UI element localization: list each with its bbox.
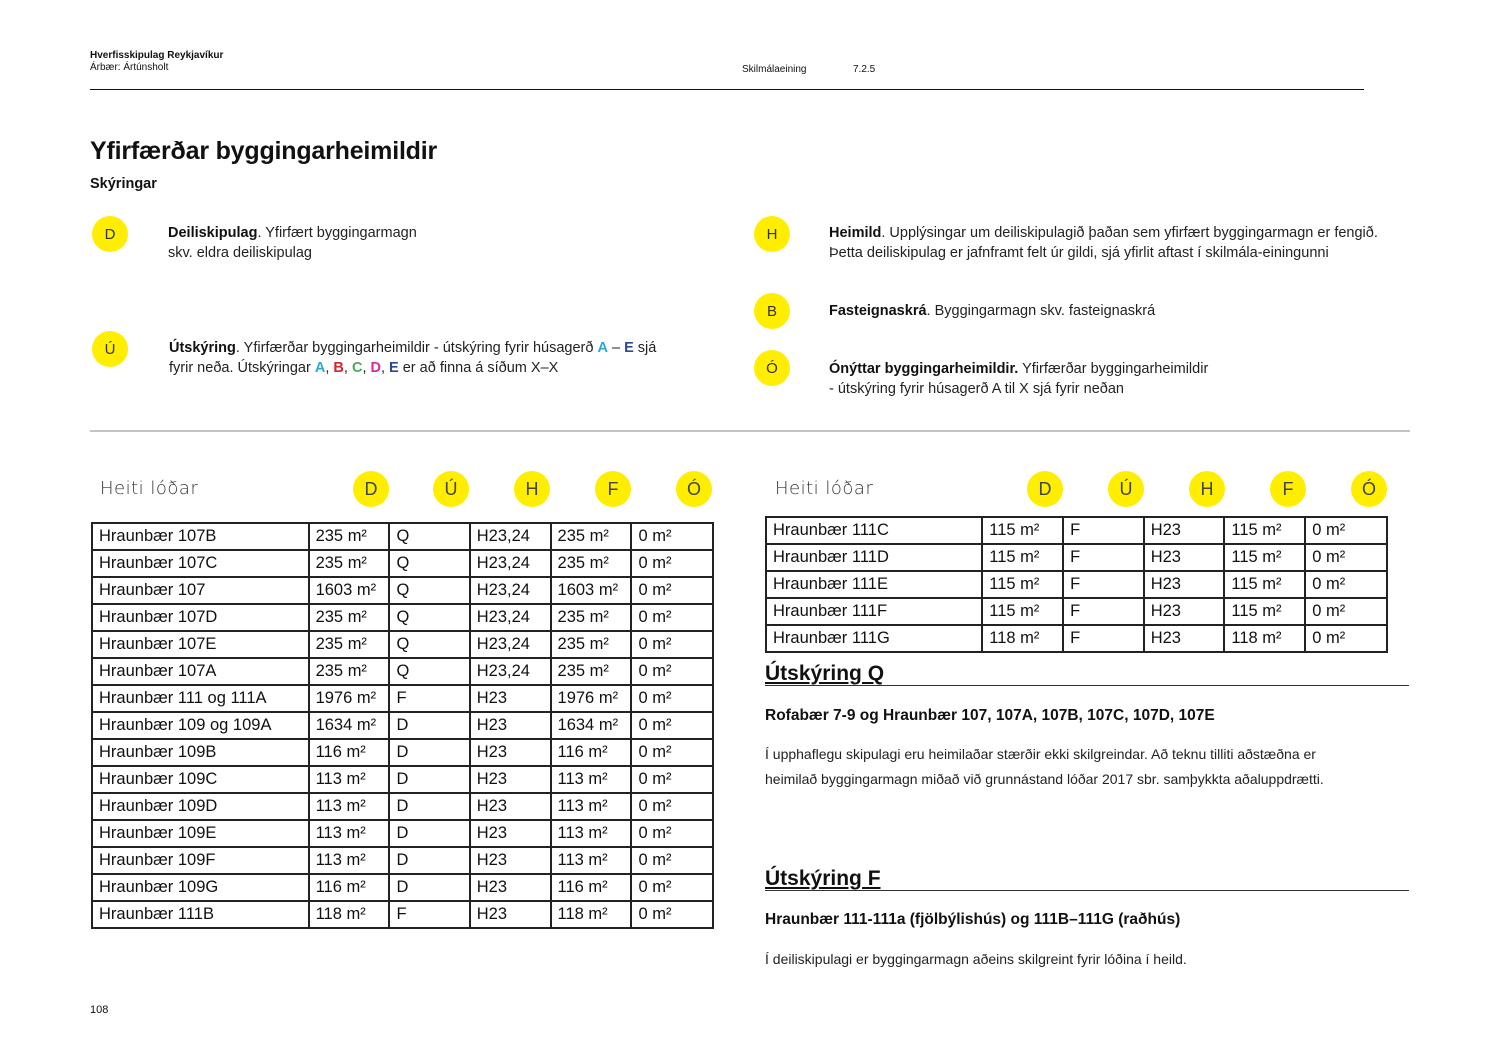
o-value-cell: 0 m² <box>631 523 713 550</box>
u-value-cell: F <box>389 901 469 928</box>
table-row <box>766 544 1387 571</box>
u-value-cell: Q <box>389 550 469 577</box>
type-d-label: D <box>370 359 381 376</box>
legend-desc: fyrir neða. Útskýringar <box>169 359 315 376</box>
f-value-cell: 115 m² <box>1224 598 1305 625</box>
column-header-lot-name: Heiti lóðar <box>775 478 874 499</box>
lot-table-left <box>91 522 714 929</box>
u-value-cell: D <box>389 712 469 739</box>
table-row <box>766 517 1387 544</box>
lot-name-cell: Hraunbær 111E <box>766 571 982 598</box>
o-value-cell: 0 m² <box>631 739 713 766</box>
type-c-label: C <box>351 359 363 376</box>
separator: , <box>343 359 352 376</box>
table-row <box>766 571 1387 598</box>
f-value-cell: 1976 m² <box>551 685 632 712</box>
type-a-label: A <box>597 340 608 356</box>
o-value-cell: 0 m² <box>631 550 713 577</box>
lot-name-cell: Hraunbær 109G <box>92 874 309 901</box>
section-divider <box>90 430 1410 432</box>
lot-name-cell: Hraunbær 111D <box>766 544 982 571</box>
o-value-cell: 0 m² <box>631 901 713 928</box>
column-header-lot-name: Heiti lóðar <box>100 478 199 499</box>
f-value-cell: 118 m² <box>551 901 632 928</box>
column-header-d: D <box>1027 471 1063 507</box>
section-label: Skilmálaeining <box>742 64 807 75</box>
u-value-cell: D <box>389 874 469 901</box>
u-value-cell: F <box>389 685 469 712</box>
u-value-cell: F <box>1063 625 1144 652</box>
h-value-cell: H23 <box>470 685 551 712</box>
d-value-cell: 113 m² <box>309 820 390 847</box>
legend-item-fasteignaskra <box>829 302 1399 322</box>
o-value-cell: 0 m² <box>631 685 713 712</box>
u-value-cell: F <box>1063 544 1144 571</box>
h-value-cell: H23,24 <box>470 550 551 577</box>
d-value-cell: 235 m² <box>309 550 390 577</box>
d-value-cell: 116 m² <box>309 874 390 901</box>
f-value-cell: 116 m² <box>551 739 632 766</box>
separator: , <box>380 359 390 376</box>
column-header-h: H <box>1189 471 1225 507</box>
h-value-cell: H23 <box>1144 598 1225 625</box>
u-value-cell: Q <box>389 658 469 685</box>
f-value-cell: 235 m² <box>551 550 632 577</box>
table-row <box>92 820 713 847</box>
o-value-cell: 0 m² <box>1305 517 1387 544</box>
h-value-cell: H23 <box>470 766 551 793</box>
o-value-cell: 0 m² <box>631 577 713 604</box>
d-value-cell: 235 m² <box>309 631 390 658</box>
h-value-cell: H23 <box>470 874 551 901</box>
h-value-cell: H23,24 <box>470 604 551 631</box>
lot-name-cell: Hraunbær 111C <box>766 517 982 544</box>
page-number: 108 <box>90 1004 109 1016</box>
f-value-cell: 118 m² <box>1224 625 1305 652</box>
o-value-cell: 0 m² <box>1305 544 1387 571</box>
table-row <box>92 793 713 820</box>
d-value-cell: 1603 m² <box>309 577 390 604</box>
o-value-cell: 0 m² <box>631 874 713 901</box>
table-row <box>92 874 713 901</box>
o-value-cell: 0 m² <box>631 712 713 739</box>
d-value-cell: 235 m² <box>309 658 390 685</box>
page-title: Yfirfærðar byggingarheimildir <box>90 137 438 165</box>
legend-item-onyttar <box>829 360 1399 399</box>
type-e-label: E <box>624 340 634 356</box>
legend-desc: - útskýring fyrir húsagerð A til X sjá fyrir neðan <box>829 380 1124 397</box>
d-value-cell: 115 m² <box>982 544 1063 571</box>
table-row <box>92 712 713 739</box>
lot-name-cell: Hraunbær 111F <box>766 598 982 625</box>
f-value-cell: 235 m² <box>551 523 632 550</box>
column-header-h: H <box>514 471 550 507</box>
column-header-o: Ó <box>676 471 712 507</box>
legend-desc: . Yfirfærðar byggingarheimildir - útskýring fyrir húsagerð <box>235 340 598 356</box>
o-value-cell: 0 m² <box>631 847 713 874</box>
d-value-cell: 235 m² <box>309 604 390 631</box>
section-number: 7.2.5 <box>853 64 876 75</box>
table-row <box>92 577 713 604</box>
d-value-cell: 113 m² <box>309 847 390 874</box>
f-value-cell: 1634 m² <box>551 712 632 739</box>
separator: – <box>607 340 625 356</box>
u-value-cell: D <box>389 793 469 820</box>
type-b-label: B <box>333 359 344 376</box>
f-value-cell: 116 m² <box>551 874 632 901</box>
d-value-cell: 1634 m² <box>309 712 390 739</box>
u-value-cell: F <box>1063 598 1144 625</box>
page-subtitle: Skýringar <box>90 176 157 192</box>
legend-marker-h: H <box>754 216 790 252</box>
h-value-cell: H23,24 <box>470 631 551 658</box>
lot-name-cell: Hraunbær 109F <box>92 847 309 874</box>
legend-item-heimild <box>829 224 1399 263</box>
u-value-cell: D <box>389 766 469 793</box>
h-value-cell: H23 <box>470 712 551 739</box>
legend-desc: . Upplýsingar um deiliskipulagið þaðan sem yfirfært byggingarmagn er fengið. Þetta deiliskipulag er jafnframt felt úr gildi, sjá yfirlit aftast í skilmála-einingunni <box>829 225 1378 261</box>
lot-name-cell: Hraunbær 111B <box>92 901 309 928</box>
legend-marker-d: D <box>92 216 128 252</box>
f-value-cell: 113 m² <box>551 793 632 820</box>
legend-desc: skv. eldra deiliskipulag <box>168 244 312 261</box>
separator: , <box>362 359 371 376</box>
d-value-cell: 116 m² <box>309 739 390 766</box>
f-value-cell: 115 m² <box>1224 544 1305 571</box>
legend-term: Heimild <box>829 225 882 241</box>
lot-name-cell: Hraunbær 107B <box>92 523 309 550</box>
lot-name-cell: Hraunbær 111G <box>766 625 982 652</box>
o-value-cell: 0 m² <box>631 820 713 847</box>
table-row <box>766 625 1387 652</box>
o-value-cell: 0 m² <box>631 604 713 631</box>
legend-item-deiliskipulag <box>168 224 498 263</box>
u-value-cell: D <box>389 847 469 874</box>
d-value-cell: 113 m² <box>309 793 390 820</box>
table-row <box>92 685 713 712</box>
separator: , <box>325 359 334 376</box>
legend-term: Deiliskipulag <box>168 225 258 241</box>
legend-marker-u: Ú <box>92 331 128 367</box>
table-row <box>92 766 713 793</box>
h-value-cell: H23 <box>470 820 551 847</box>
h-value-cell: H23 <box>470 847 551 874</box>
f-value-cell: 113 m² <box>551 847 632 874</box>
o-value-cell: 0 m² <box>631 793 713 820</box>
lot-name-cell: Hraunbær 109D <box>92 793 309 820</box>
column-header-u: Ú <box>1108 471 1144 507</box>
note-q-rule <box>765 685 1409 686</box>
lot-name-cell: Hraunbær 109 og 109A <box>92 712 309 739</box>
note-f-heading: Útskýring F <box>765 867 881 890</box>
h-value-cell: H23 <box>1144 544 1225 571</box>
legend-desc: sjá <box>633 340 657 356</box>
h-value-cell: H23 <box>1144 625 1225 652</box>
d-value-cell: 1976 m² <box>309 685 390 712</box>
legend-desc: . Yfirfært byggingarmagn <box>257 225 417 241</box>
lot-name-cell: Hraunbær 111 og 111A <box>92 685 309 712</box>
u-value-cell: F <box>1063 517 1144 544</box>
h-value-cell: H23 <box>1144 517 1225 544</box>
h-value-cell: H23 <box>1144 571 1225 598</box>
lot-name-cell: Hraunbær 107C <box>92 550 309 577</box>
o-value-cell: 0 m² <box>1305 625 1387 652</box>
h-value-cell: H23,24 <box>470 577 551 604</box>
d-value-cell: 118 m² <box>982 625 1063 652</box>
note-q-subheading: Rofabær 7-9 og Hraunbær 107, 107A, 107B, 107C, 107D, 107E <box>765 707 1215 724</box>
lot-table-right <box>765 516 1388 653</box>
note-q-body: Í upphaflegu skipulagi eru heimilaðar stærðir ekki skilgreindar. Að teknu tilliti aðstæðna er heimilað byggingarmagn miðað við grunnástand lóðar 2017 sbr. samþykkta aðaluppdrætti. <box>765 746 1324 787</box>
document-title: Hverfisskipulag Reykjavíkur <box>90 50 224 61</box>
table-row <box>92 631 713 658</box>
column-header-o: Ó <box>1351 471 1387 507</box>
column-header-f: F <box>1270 471 1306 507</box>
u-value-cell: Q <box>389 523 469 550</box>
u-value-cell: F <box>1063 571 1144 598</box>
lot-name-cell: Hraunbær 109E <box>92 820 309 847</box>
u-value-cell: Q <box>389 631 469 658</box>
h-value-cell: H23 <box>470 901 551 928</box>
legend-term: Ónýttar byggingarheimildir. <box>829 361 1019 377</box>
f-value-cell: 113 m² <box>551 820 632 847</box>
lot-name-cell: Hraunbær 107A <box>92 658 309 685</box>
table-row <box>92 739 713 766</box>
o-value-cell: 0 m² <box>1305 571 1387 598</box>
f-value-cell: 113 m² <box>551 766 632 793</box>
h-value-cell: H23,24 <box>470 658 551 685</box>
lot-name-cell: Hraunbær 109C <box>92 766 309 793</box>
table-row <box>92 658 713 685</box>
o-value-cell: 0 m² <box>631 631 713 658</box>
d-value-cell: 115 m² <box>982 517 1063 544</box>
f-value-cell: 1603 m² <box>551 577 632 604</box>
table-row <box>92 550 713 577</box>
note-q-heading: Útskýring Q <box>765 662 885 685</box>
table-row <box>92 847 713 874</box>
note-f-body: Í deiliskipulagi er byggingarmagn aðeins skilgreint fyrir lóðina í heild. <box>765 951 1187 967</box>
legend-desc: . Byggingarmagn skv. fasteignaskrá <box>926 303 1156 319</box>
note-f-subheading: Hraunbær 111-111a (fjölbýlishús) og 111B–111G (raðhús) <box>765 911 1181 928</box>
d-value-cell: 113 m² <box>309 766 390 793</box>
o-value-cell: 0 m² <box>631 658 713 685</box>
legend-marker-o: Ó <box>754 350 790 386</box>
table-row <box>92 523 713 550</box>
d-value-cell: 115 m² <box>982 598 1063 625</box>
header-divider <box>90 89 1364 90</box>
h-value-cell: H23 <box>470 793 551 820</box>
f-value-cell: 115 m² <box>1224 571 1305 598</box>
legend-term: Fasteignaskrá <box>829 303 927 319</box>
h-value-cell: H23 <box>470 739 551 766</box>
o-value-cell: 0 m² <box>1305 598 1387 625</box>
lot-name-cell: Hraunbær 107D <box>92 604 309 631</box>
f-value-cell: 235 m² <box>551 658 632 685</box>
d-value-cell: 115 m² <box>982 571 1063 598</box>
d-value-cell: 235 m² <box>309 523 390 550</box>
table-row <box>92 604 713 631</box>
column-header-d: D <box>353 471 389 507</box>
legend-item-utskyring <box>169 339 729 378</box>
type-a-label: A <box>314 359 326 376</box>
legend-marker-b: B <box>754 293 790 329</box>
table-row <box>766 598 1387 625</box>
note-f-rule <box>765 890 1409 891</box>
f-value-cell: 235 m² <box>551 604 632 631</box>
document-subtitle: Árbær: Ártúnsholt <box>90 62 169 73</box>
f-value-cell: 115 m² <box>1224 517 1305 544</box>
table-row <box>92 901 713 928</box>
d-value-cell: 118 m² <box>309 901 390 928</box>
u-value-cell: D <box>389 820 469 847</box>
type-e-label: E <box>389 359 399 376</box>
lot-name-cell: Hraunbær 109B <box>92 739 309 766</box>
o-value-cell: 0 m² <box>631 766 713 793</box>
legend-term: Útskýring <box>169 340 236 356</box>
f-value-cell: 235 m² <box>551 631 632 658</box>
u-value-cell: Q <box>389 577 469 604</box>
u-value-cell: D <box>389 739 469 766</box>
lot-name-cell: Hraunbær 107E <box>92 631 309 658</box>
column-header-u: Ú <box>433 471 469 507</box>
lot-name-cell: Hraunbær 107 <box>92 577 309 604</box>
column-header-f: F <box>595 471 631 507</box>
u-value-cell: Q <box>389 604 469 631</box>
h-value-cell: H23,24 <box>470 523 551 550</box>
legend-desc: Yfirfærðar byggingarheimildir <box>1018 361 1209 377</box>
legend-desc: er að finna á síðum X–X <box>398 359 559 376</box>
